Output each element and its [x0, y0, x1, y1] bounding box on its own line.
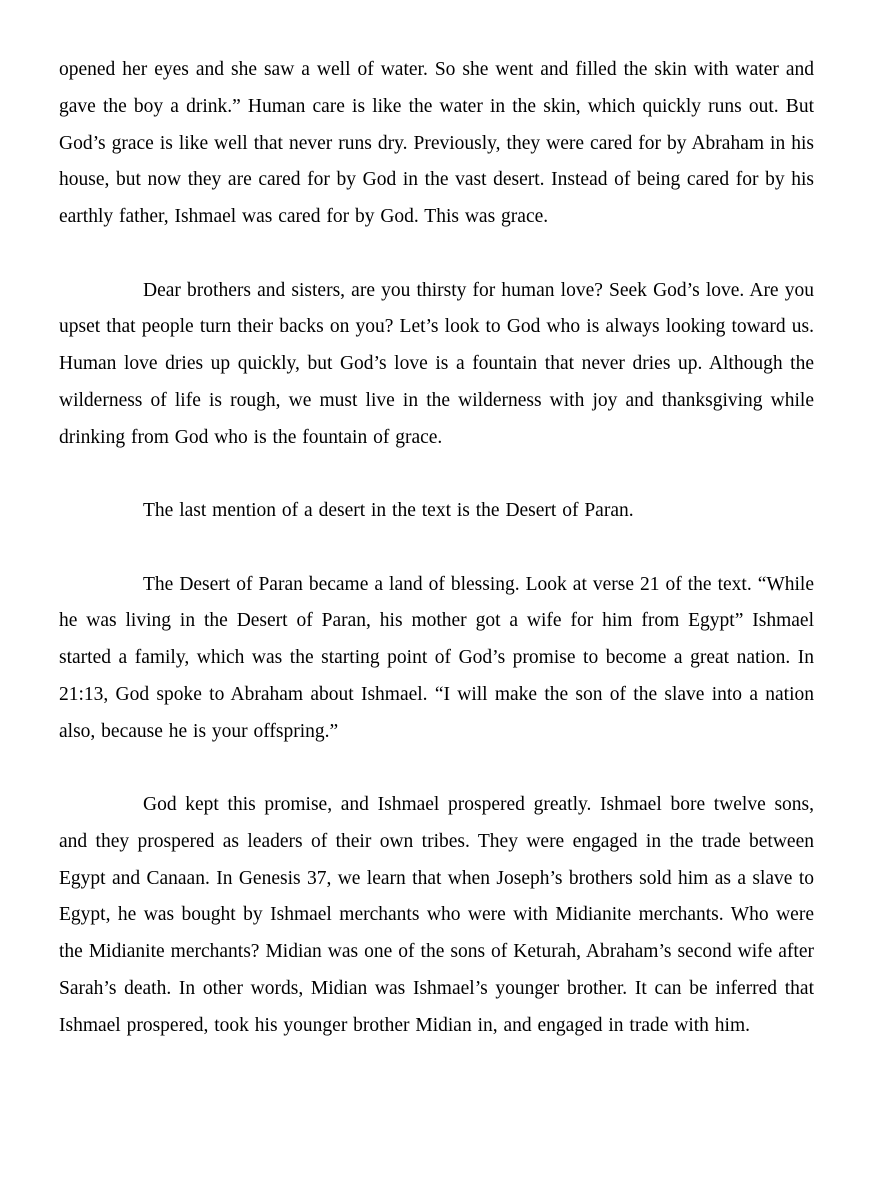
document-page	[59, 52, 814, 1044]
paragraph-4: The Desert of Paran became a land of blessing. Look at verse 21 of the text. “While he was living in the Desert of Paran, his mother got a wife for him from Egypt” Ishmael started a family, which was the starting point of God’s promise to become a great nation. In 21:13, God spoke to Abraham about Ishmael. “I will make the son of the slave into a nation also, because he is your offspring.”	[59, 573, 814, 742]
paragraph-5: God kept this promise, and Ishmael prospered greatly. Ishmael bore twelve sons, and they prospered as leaders of their own tribes. They were engaged in the trade between Egypt and Canaan. In Genesis 37, we learn that when Joseph’s brothers sold him as a slave to Egypt, he was bought by Ishmael merchants who were with Midianite merchants. Who were the Midianite merchants? Midian was one of the sons of Keturah, Abraham’s second wife after Sarah’s death. In other words, Midian was Ishmael’s younger brother. It can be inferred that Ishmael prospered, took his younger brother Midian in, and engaged in trade with him.	[59, 794, 814, 1036]
paragraph-1: opened her eyes and she saw a well of water. So she went and filled the skin with water and gave the boy a drink.” Human care is like the water in the skin, which quickly runs out. But God’s grace is like well that never runs dry. Previously, they were cared for by Abraham in his house, but now they are cared for by God in the vast desert. Instead of being cared for by his earthly father, Ishmael was cared for by God. This was grace.	[59, 59, 814, 227]
paragraph-2: Dear brothers and sisters, are you thirsty for human love? Seek God’s love. Are you upset that people turn their backs on you? Let’s look to God who is always looking toward us. Human love dries up quickly, but God’s love is a fountain that never dries up. Although the wilderness of life is rough, we must live in the wilderness with joy and thanksgiving while drinking from God who is the fountain of grace.	[59, 279, 814, 448]
paragraph-3: The last mention of a desert in the text is the Desert of Paran.	[143, 500, 634, 521]
